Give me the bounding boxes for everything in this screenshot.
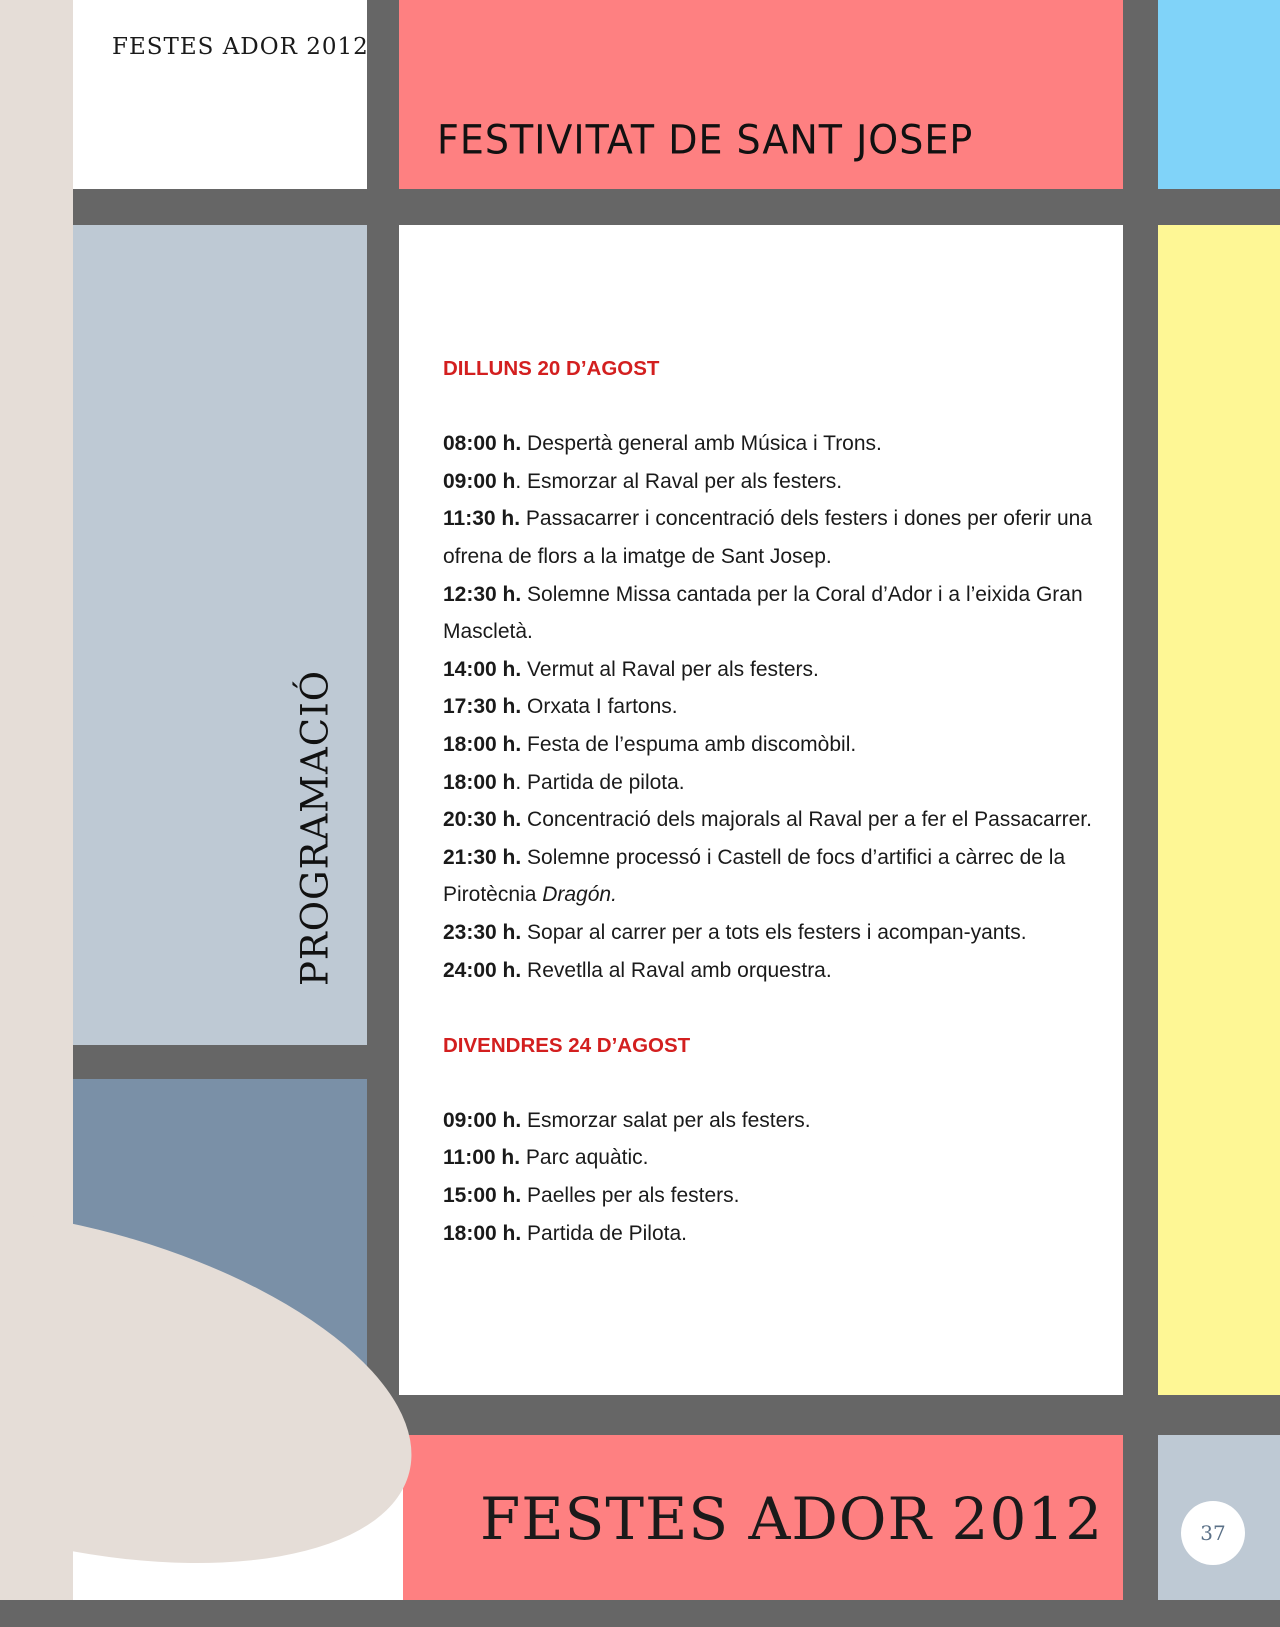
- day-heading: DIVENDRES 24 D’AGOST: [443, 1033, 691, 1057]
- event-time: 11:30 h.: [443, 507, 521, 531]
- event-list: [443, 1102, 1093, 1252]
- event-time: 24:00 h.: [443, 958, 522, 982]
- event-time: 09:00 h: [443, 469, 516, 493]
- day-heading: DILLUNS 20 D’AGOST: [443, 357, 660, 380]
- yellow-panel: [1158, 225, 1280, 1395]
- event-item: [443, 500, 1093, 575]
- event-item: [443, 463, 1093, 501]
- header-white-panel: [73, 0, 367, 189]
- event-description: Solemne processó i Castell de focs d’artifici a càrrec de la Pirotècnia: [443, 845, 1066, 907]
- event-item: [443, 688, 1093, 726]
- header-brand: FESTES ADOR 2012: [112, 34, 369, 60]
- event-time: 20:30 h.: [443, 808, 522, 832]
- footer-brand: FESTES ADOR 2012: [480, 1485, 1104, 1553]
- event-item: [443, 952, 1093, 990]
- event-time: 18:00 h.: [443, 1221, 522, 1245]
- event-item: [443, 914, 1093, 952]
- event-description: Esmorzar salat per als festers.: [521, 1108, 811, 1132]
- event-list: [443, 425, 1093, 989]
- event-description: Concentració dels majorals al Raval per a fer el Passacarrer.: [521, 808, 1092, 832]
- event-item: [443, 764, 1093, 802]
- event-time: 14:00 h.: [443, 657, 522, 681]
- event-description: Despertà general amb Música i Trons.: [521, 432, 882, 456]
- event-description: Revetlla al Raval amb orquestra.: [521, 958, 832, 982]
- event-time: 11:00 h.: [443, 1146, 521, 1170]
- event-item: [443, 1177, 1093, 1215]
- event-description: Parc aquàtic.: [520, 1146, 649, 1170]
- event-time: 12:30 h.: [443, 582, 522, 606]
- event-item: [443, 1215, 1093, 1253]
- program-list: [443, 350, 1093, 1252]
- event-time: 23:30 h.: [443, 920, 522, 944]
- page-title: FESTIVITAT DE SANT JOSEP: [437, 116, 974, 164]
- event-description: Orxata I fartons.: [521, 695, 678, 719]
- page-number: 37: [1181, 1501, 1245, 1565]
- event-item: [443, 726, 1093, 764]
- event-item: [443, 1139, 1093, 1177]
- event-description: Paelles per als festers.: [521, 1184, 740, 1208]
- event-time: 18:00 h.: [443, 732, 522, 756]
- side-label: PROGRAMACIÓ: [293, 669, 337, 987]
- event-item: [443, 576, 1093, 651]
- event-time: 15:00 h.: [443, 1184, 522, 1208]
- sky-blue-panel: [1158, 0, 1280, 189]
- event-description: Festa de l’espuma amb discomòbil.: [521, 732, 857, 756]
- event-time: 18:00 h: [443, 770, 516, 794]
- event-description: Partida de Pilota.: [521, 1221, 687, 1245]
- event-emphasis: Dragón.: [542, 883, 617, 907]
- event-time: 21:30 h.: [443, 845, 522, 869]
- event-item: [443, 801, 1093, 839]
- event-item: [443, 651, 1093, 689]
- event-item: [443, 1102, 1093, 1140]
- event-time: 17:30 h.: [443, 695, 522, 719]
- event-item: [443, 839, 1093, 914]
- event-description: Solemne Missa cantada per la Coral d’Ador i a l’eixida Gran Mascletà.: [443, 582, 1083, 644]
- event-description: Sopar al carrer per a tots els festers i acompan-yants.: [521, 920, 1027, 944]
- event-description: . Partida de pilota.: [515, 770, 685, 794]
- event-description: Passacarrer i concentració dels festers i dones per oferir una ofrena de flors a la imatge de Sant Josep.: [443, 507, 1093, 568]
- event-time: 08:00 h.: [443, 432, 522, 456]
- event-description: . Esmorzar al Raval per als festers.: [515, 469, 843, 493]
- event-description: Vermut al Raval per als festers.: [521, 657, 819, 681]
- event-time: 09:00 h.: [443, 1108, 522, 1132]
- event-item: [443, 425, 1093, 463]
